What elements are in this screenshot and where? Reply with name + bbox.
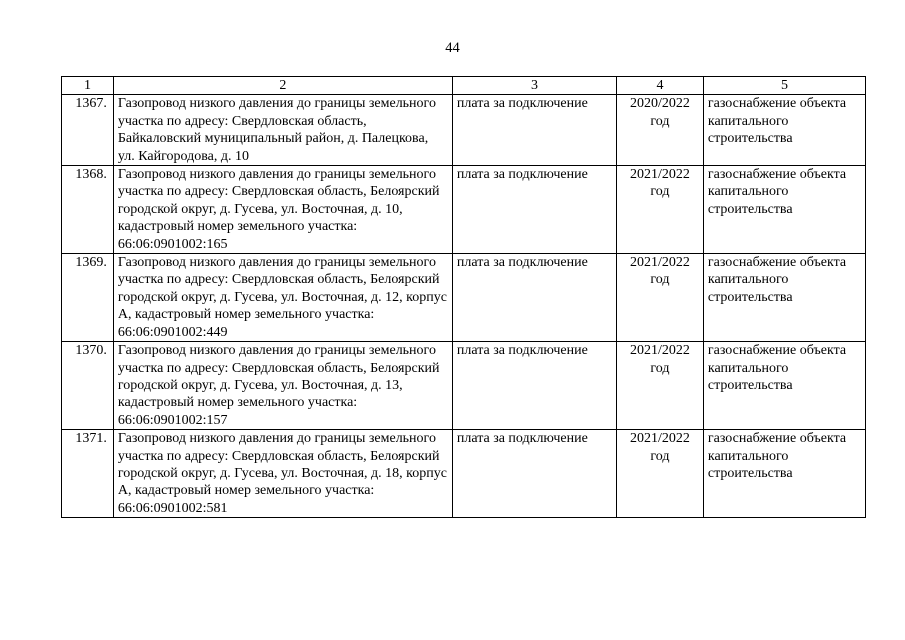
funding-source: плата за подключение bbox=[452, 95, 616, 166]
object-purpose: газоснабжение объекта капитального строительства bbox=[703, 95, 865, 166]
investment-table bbox=[61, 76, 866, 518]
header-col-3: 3 bbox=[452, 77, 616, 95]
table-header bbox=[62, 77, 866, 95]
funding-source: плата за подключение bbox=[452, 430, 616, 518]
header-col-2: 2 bbox=[113, 77, 452, 95]
object-description: Газопровод низкого давления до границы земельного участка по адресу: Свердловская область, Белоярский городской округ, д. Гусева, ул. Восточная, д. 13, кадастровый номер земельного участка: 66:06:0901002:157 bbox=[113, 342, 452, 430]
period-years: 2020/2022 bbox=[630, 96, 690, 112]
period-years: 2021/2022 bbox=[630, 431, 690, 447]
funding-source: плата за подключение bbox=[452, 166, 616, 254]
funding-source: плата за подключение bbox=[452, 342, 616, 430]
table-row bbox=[62, 166, 866, 254]
object-purpose: газоснабжение объекта капитального строительства bbox=[703, 254, 865, 342]
object-description: Газопровод низкого давления до границы земельного участка по адресу: Свердловская область, Белоярский городской округ, д. Гусева, ул. Восточная, д. 18, корпус А, кадастровый номер земельного участка: 66:06:0901002:581 bbox=[113, 430, 452, 518]
implementation-period bbox=[617, 254, 704, 342]
object-description: Газопровод низкого давления до границы земельного участка по адресу: Свердловская область, Белоярский городской округ, д. Гусева, ул. Восточная, д. 10, кадастровый номер земельного участка: 66:06:0901002:165 bbox=[113, 166, 452, 254]
table-row bbox=[62, 430, 866, 518]
object-purpose: газоснабжение объекта капитального строительства bbox=[703, 342, 865, 430]
header-col-1: 1 bbox=[62, 77, 114, 95]
row-number: 1368. bbox=[62, 166, 114, 254]
period-unit: год bbox=[650, 360, 670, 376]
implementation-period bbox=[617, 166, 704, 254]
implementation-period bbox=[617, 95, 704, 166]
period-years: 2021/2022 bbox=[630, 167, 690, 183]
row-number: 1367. bbox=[62, 95, 114, 166]
period-unit: год bbox=[650, 448, 670, 464]
object-purpose: газоснабжение объекта капитального строительства bbox=[703, 166, 865, 254]
header-row bbox=[62, 77, 866, 95]
period-years: 2021/2022 bbox=[630, 343, 690, 359]
period-years: 2021/2022 bbox=[630, 255, 690, 271]
table-row bbox=[62, 254, 866, 342]
period-unit: год bbox=[650, 113, 670, 129]
period-unit: год bbox=[650, 184, 670, 200]
table-row bbox=[62, 95, 866, 166]
object-description: Газопровод низкого давления до границы земельного участка по адресу: Свердловская область, Белоярский городской округ, д. Гусева, ул. Восточная, д. 12, корпус А, кадастровый номер земельного участка: 66:06:0901002:449 bbox=[113, 254, 452, 342]
implementation-period bbox=[617, 342, 704, 430]
table-body bbox=[62, 95, 866, 518]
object-description: Газопровод низкого давления до границы земельного участка по адресу: Свердловская область, Байкаловский муниципальный район, д. Палецкова, ул. Кайгородова, д. 10 bbox=[113, 95, 452, 166]
header-col-4: 4 bbox=[617, 77, 704, 95]
implementation-period bbox=[617, 430, 704, 518]
object-purpose: газоснабжение объекта капитального строительства bbox=[703, 430, 865, 518]
row-number: 1369. bbox=[62, 254, 114, 342]
period-unit: год bbox=[650, 272, 670, 288]
row-number: 1370. bbox=[62, 342, 114, 430]
page-number: 44 bbox=[445, 40, 460, 56]
row-number: 1371. bbox=[62, 430, 114, 518]
table-row bbox=[62, 342, 866, 430]
header-col-5: 5 bbox=[703, 77, 865, 95]
funding-source: плата за подключение bbox=[452, 254, 616, 342]
